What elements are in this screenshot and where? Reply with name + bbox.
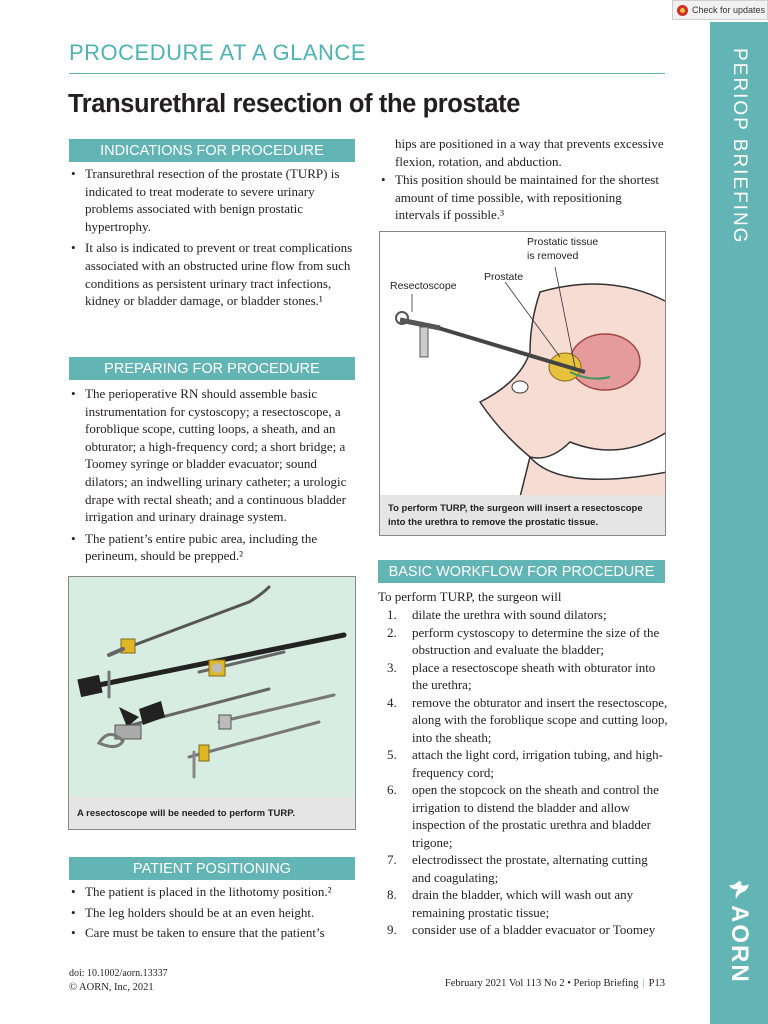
positioning-continued-list (381, 171, 665, 228)
list-item (378, 851, 668, 886)
kicker-divider (69, 73, 665, 74)
list-item (378, 746, 668, 781)
step-text: open the stopcock on the sheath and control the irrigation to distend the bladder and allow inspection of the prostatic urethra and bladder trigone; (412, 782, 659, 850)
list-item: • It also is indicated to prevent or treat complications associated with an obstructed urine flow from such conditions as persistent urinary tract infections, kidney or bladder damage, or bladder stones.¹ (71, 239, 361, 309)
footer-separator: | (642, 978, 645, 989)
step-number: 9. (387, 922, 397, 937)
resectoscope-illustration (69, 577, 356, 799)
step-number: 1. (387, 607, 397, 622)
indications-list (71, 165, 361, 314)
check-for-updates-badge[interactable] (672, 0, 768, 20)
step-text: consider use of a bladder evacuator or Toomey (412, 922, 656, 937)
list-item (378, 921, 668, 939)
crossmark-icon (677, 5, 688, 16)
list-item (378, 659, 668, 694)
step-number: 8. (387, 887, 397, 902)
label-resectoscope: Resectoscope (390, 280, 457, 292)
workflow-intro: To perform TURP, the surgeon will (378, 589, 562, 604)
resectoscope-figure (68, 576, 356, 830)
list-item (378, 694, 668, 747)
section-kicker: PROCEDURE AT A GLANCE (69, 40, 366, 65)
list-item (378, 624, 668, 659)
indications-heading: INDICATIONS FOR PROCEDURE (69, 139, 355, 162)
step-text: place a resectoscope sheath with obturator into the urethra; (412, 659, 656, 692)
list-item: • Care must be taken to ensure that the patient’s (71, 924, 361, 942)
workflow-steps (378, 606, 668, 939)
positioning-heading: PATIENT POSITIONING (69, 857, 355, 880)
step-number: 3. (387, 659, 397, 675)
workflow-heading: BASIC WORKFLOW FOR PROCEDURE (378, 560, 665, 583)
footer-issue (445, 978, 665, 989)
step-text: dilate the urethra with sound dilators; (412, 607, 607, 622)
list-item: • The leg holders should be at an even height. (71, 904, 361, 922)
figure-caption: To perform TURP, the surgeon will insert a resectoscope into the urethra to remove the prostatic tissue. (380, 495, 665, 535)
preparing-list (71, 385, 361, 569)
turp-anatomy-figure (379, 231, 666, 536)
positioning-list (71, 883, 361, 946)
step-number: 7. (387, 852, 397, 867)
aorn-bird-icon (727, 879, 751, 901)
label-tissue-line2: is removed (527, 250, 579, 262)
list-item: • The patient’s entire pubic area, including the perineum, should be prepped.² (71, 530, 361, 565)
list-item (378, 781, 668, 851)
footer-doi: doi: 10.1002/aorn.13337 (69, 968, 168, 979)
page-number: P13 (648, 978, 665, 989)
step-number: 6. (387, 782, 397, 797)
preparing-heading: PREPARING FOR PROCEDURE (69, 357, 355, 380)
list-item (378, 886, 668, 921)
step-text: electrodissect the prostate, alternating cutting and coagulating; (412, 852, 648, 885)
step-number: 2. (387, 624, 397, 640)
step-number: 4. (387, 694, 397, 710)
step-text: drain the bladder, which will wash out any remaining prostatic tissue; (412, 887, 634, 920)
page-title: Transurethral resection of the prostate (68, 90, 521, 118)
figure-caption: A resectoscope will be needed to perform TURP. (69, 797, 355, 829)
list-item: • The perioperative RN should assemble basic instrumentation for cystoscopy; a resectoscope, a foroblique scope, cutting loops, a sheath, and an obturator; a high-frequency cord; a short bridge; a Toomey syringe or bladder evacuator; sound dilators; an indwelling urinary catheter; a urologic drape with rectal sheath; and a continuous bladder irrigation and urinary drainage system. (71, 385, 361, 526)
footer-copyright: © AORN, Inc, 2021 (69, 982, 154, 993)
list-item: • The patient is placed in the lithotomy position.² (71, 883, 361, 901)
positioning-continued-text: hips are positioned in a way that prevents excessive flexion, rotation, and abduction. (395, 136, 664, 169)
sidebar-title-text: PERIOP BRIEFING (729, 48, 750, 245)
label-prostate: Prostate (484, 271, 524, 283)
check-for-updates-label: Check for updates (692, 5, 766, 15)
list-item (378, 606, 668, 624)
list-item: • Transurethral resection of the prostate (TURP) is indicated to treat moderate to severe urinary problems associated with benign prostatic hypertrophy. (71, 165, 361, 235)
aorn-logo-text: AORN (726, 905, 753, 984)
label-tissue-line1: Prostatic tissue (527, 236, 599, 248)
step-text: perform cystoscopy to determine the size of the obstruction and evaluate the bladder; (412, 624, 660, 657)
step-number: 5. (387, 747, 397, 762)
list-item: • This position should be maintained for the shortest amount of time possible, with repositioning intervals if possible.³ (381, 171, 665, 224)
step-text: remove the obturator and insert the resectoscope, along with the foroblique scope and cutting loop, into the sheath; (412, 694, 668, 745)
step-text: attach the light cord, irrigation tubing, and high-frequency cord; (412, 747, 663, 780)
footer-issue-text: February 2021 Vol 113 No 2 • Periop Briefing (444, 978, 639, 989)
